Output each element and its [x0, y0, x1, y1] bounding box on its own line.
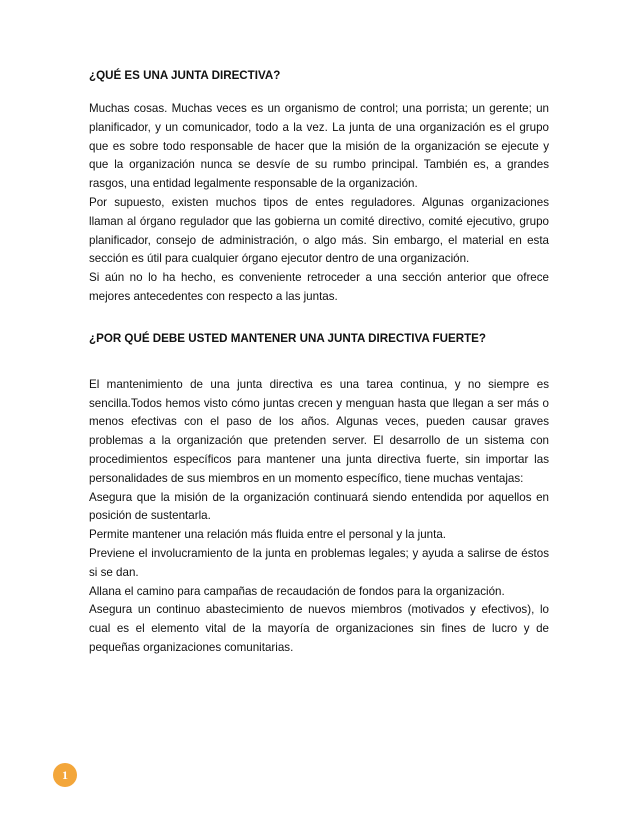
section-body-what-is-board [89, 100, 549, 307]
paragraph: Si aún no lo ha hecho, es conveniente retroceder a una sección anterior que ofrece mejores antecedentes con respecto a las juntas. [89, 271, 549, 303]
list-item: Permite mantener una relación más fluida entre el personal y la junta. [89, 528, 447, 542]
list-item: Allana el camino para campañas de recaudación de fondos para la organización. [89, 584, 505, 598]
document-page [89, 66, 549, 658]
list-item: Previene el involucramiento de la junta en problemas legales; y ayuda a salirse de éstos si se dan. [89, 546, 549, 579]
section-body-why-strong-board [89, 376, 549, 658]
paragraph: El mantenimiento de una junta directiva es una tarea continua, y no siempre es sencilla.Todos hemos visto cómo juntas crecen y menguan hasta que llegan a ser más o menos efectivas con el paso de los años. Algunas veces, pueden causar graves problemas a la organización que pretenden server. El desarrollo de un sistema con procedimientos específicos para mantener una junta directiva fuerte, sin importar las personalidades de sus miembros en un momento específico, tiene muchas ventajas: [89, 377, 549, 485]
paragraph: Muchas cosas. Muchas veces es un organismo de control; una porrista; un gerente; un planificador, y un comunicador, todo a la vez. La junta de una organización es el grupo que es sobre todo responsable de hacer que la misión de la organización se ejecute y que la organización nunca se desvíe de su rumbo principal. También es, a grandes rasgos, una entidad legalmente responsable de la organización. [89, 102, 549, 191]
section-heading-why-strong-board: ¿POR QUÉ DEBE USTED MANTENER UNA JUNTA DIRECTIVA FUERTE? [89, 331, 486, 345]
list-item: Asegura un continuo abastecimiento de nuevos miembros (motivados y efectivos), lo cual es el elemento vital de la mayoría de organizaciones sin fines de lucro y de pequeñas organizaciones comunitarias. [89, 603, 549, 654]
list-item: Asegura que la misión de la organización continuará siendo entendida por aquellos en posición de sustentarla. [89, 490, 549, 523]
section-heading-what-is-board: ¿QUÉ ES UNA JUNTA DIRECTIVA? [89, 69, 281, 82]
page-number-badge: 1 [53, 763, 77, 787]
paragraph: Por supuesto, existen muchos tipos de entes reguladores. Algunas organizaciones llaman al órgano regulador que las gobierna un comité directivo, comité ejecutivo, grupo planificador, consejo de administración, o algo más. Sin embargo, el material en esta sección es útil para cualquier órgano ejecutor dentro de una organización. [89, 195, 549, 266]
